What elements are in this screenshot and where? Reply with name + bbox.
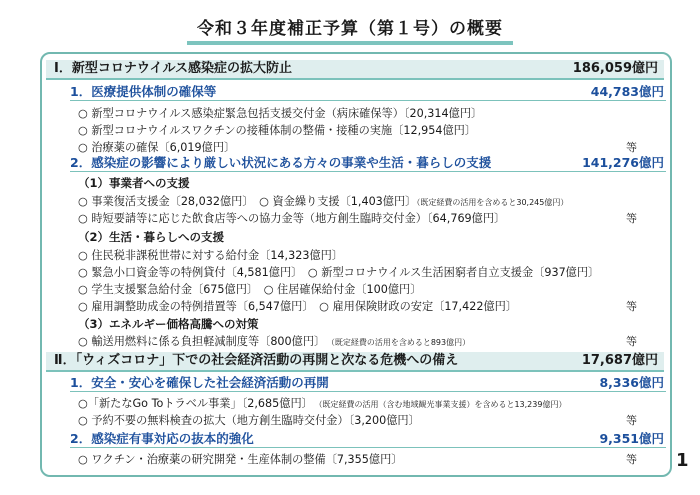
sub-1-2-label: 2．感染症の影響により厳しい状況にある方々の事業や生活・暮らしの支援 (70, 155, 492, 170)
sub-1-1-label: 1．医療提供体制の確保等 (70, 84, 217, 99)
etc-label: 等 (626, 453, 637, 466)
list-item-text: ○ 事業復活支援金〔28,032億円〕 (78, 195, 248, 208)
list-item: ○ 雇用調整助成金の特例措置等〔6,547億円〕 ○ 雇用保険財政の安定〔17,422億円〕 (78, 300, 518, 313)
section-2-header (46, 352, 664, 372)
section-1-amount: 186,059億円 (572, 61, 658, 76)
sub-2-1-label: 1．安全・安心を確保した社会経済活動の再開 (70, 375, 329, 390)
etc-label: 等 (626, 414, 637, 427)
list-item-note: （既定経費の活用（含む地域観光事業支援）を含めると13,239億円） (318, 400, 567, 409)
group-heading: （2）生活・暮らしへの支援 (78, 230, 225, 244)
list-item: ○ ワクチン・治療薬の研究開発・生産体制の整備〔7,355億円〕 (78, 453, 403, 466)
sub-1-2-header (70, 155, 666, 172)
list-item: ○ 緊急小口資金等の特例貸付〔4,581億円〕 ○ 新型コロナウイルス生活困窮者自立支援金〔937億円〕 (78, 266, 600, 279)
sub-1-1-amount: 44,783億円 (590, 84, 664, 99)
list-item: ○ 学生支援緊急給付金〔675億円〕 ○ 住居確保給付金〔100億円〕 (78, 283, 422, 296)
list-item-text: ○「新たなGo Toトラベル事業」〔2,685億円〕 (78, 397, 308, 410)
list-item (78, 333, 470, 349)
summary-frame (40, 52, 672, 477)
list-item: ○ 新型コロナウイルスワクチンの接種体制の整備・接種の実施〔12,954億円〕 (78, 124, 477, 137)
page-title-text: 令和３年度補正予算（第１号）の概要 (187, 14, 513, 45)
list-item (78, 193, 568, 209)
page-number: 1 (676, 450, 689, 471)
sub-2-2-label: 2．感染症有事対応の抜本的強化 (70, 431, 254, 446)
list-item-text: ○ 資金繰り支援〔1,403億円〕 (259, 195, 417, 208)
group-heading: （3）エネルギー価格高騰への対策 (78, 317, 259, 331)
page-title (0, 14, 700, 45)
list-item: ○ 時短要請等に応じた飲食店等への協力金等（地方創生臨時交付金）〔64,769億円〕 (78, 212, 506, 225)
etc-label: 等 (626, 335, 637, 348)
list-item-note: （既定経費の活用を含めると30,245億円） (416, 198, 569, 207)
section-1-label: Ⅰ．新型コロナウイルス感染症の拡大防止 (54, 61, 293, 76)
sub-2-1-header (70, 375, 666, 392)
section-2-amount: 17,687億円 (581, 353, 658, 368)
list-item: ○ 新型コロナウイルス感染症緊急包括支援交付金（病床確保等）〔20,314億円〕 (78, 107, 483, 120)
etc-label: 等 (626, 300, 637, 313)
group-heading: （1）事業者への支援 (78, 176, 190, 190)
sub-2-2-header (70, 431, 666, 448)
sub-2-1-amount: 8,336億円 (599, 375, 664, 390)
list-item: ○ 住民税非課税世帯に対する給付金〔14,323億円〕 (78, 249, 344, 262)
list-item: ○ 予約不要の無料検査の拡大（地方創生臨時交付金）〔3,200億円〕 (78, 414, 420, 427)
sub-1-2-amount: 141,276億円 (582, 155, 664, 170)
list-item-text: ○ 輸送用燃料に係る負担軽減制度等〔800億円〕 (78, 335, 320, 348)
etc-label: 等 (626, 212, 637, 225)
etc-label: 等 (626, 141, 637, 154)
section-2-label: Ⅱ．「ウィズコロナ」下での社会経済活動の再開と次なる危機への備え (54, 353, 459, 368)
sub-1-1-header (70, 84, 666, 101)
list-item-note: （既定経費の活用を含めると893億円） (330, 338, 471, 347)
list-item (78, 395, 566, 411)
sub-2-2-amount: 9,351億円 (599, 431, 664, 446)
section-1-header (46, 60, 664, 80)
list-item: ○ 治療薬の確保〔6,019億円〕 (78, 141, 236, 154)
